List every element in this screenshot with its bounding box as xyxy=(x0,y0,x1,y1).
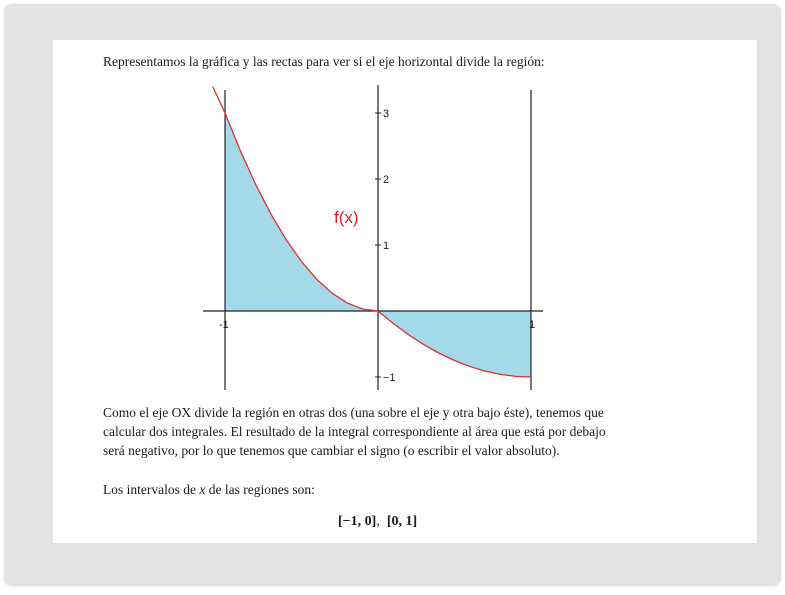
document-page xyxy=(53,40,757,543)
intro-paragraph: Representamos la gráfica y las rectas para ver si el eje horizontal divide la región: xyxy=(103,54,545,69)
slide-frame xyxy=(4,4,781,586)
intervals-label-text-end: de las regiones son: xyxy=(205,482,315,497)
shaded-region-below-axis xyxy=(378,311,531,377)
y-tick-label: 1 xyxy=(383,240,390,252)
function-label: f(x) xyxy=(334,208,359,227)
y-tick-label: 3 xyxy=(383,108,390,120)
x-tick-label: 1 xyxy=(529,319,536,331)
intervals-label xyxy=(103,480,315,499)
interval-separator: , xyxy=(376,514,387,529)
explanation-line: será negativo, por lo que tenemos que cambiar el signo (o escribir el valor absoluto). xyxy=(103,443,560,458)
function-graph xyxy=(203,85,543,390)
intervals-math xyxy=(338,514,417,530)
intervals-label-text: Los intervalos de xyxy=(103,482,200,497)
variable-x: x xyxy=(199,482,206,497)
explanation-line: Como el eje OX divide la región en otras dos (una sobre el eje y otra bajo éste), tenemos que xyxy=(103,405,604,420)
interval-2: [0, 1] xyxy=(386,514,418,529)
explanation-line: calcular dos integrales. El resultado de la integral correspondiente al área que está por debajo xyxy=(103,424,606,439)
explanation-paragraph xyxy=(103,403,606,460)
y-tick-label: 2 xyxy=(383,174,390,186)
x-tick-label: -1 xyxy=(219,319,229,331)
interval-1: [−1, 0] xyxy=(338,514,377,529)
y-tick-label: −1 xyxy=(383,372,396,384)
